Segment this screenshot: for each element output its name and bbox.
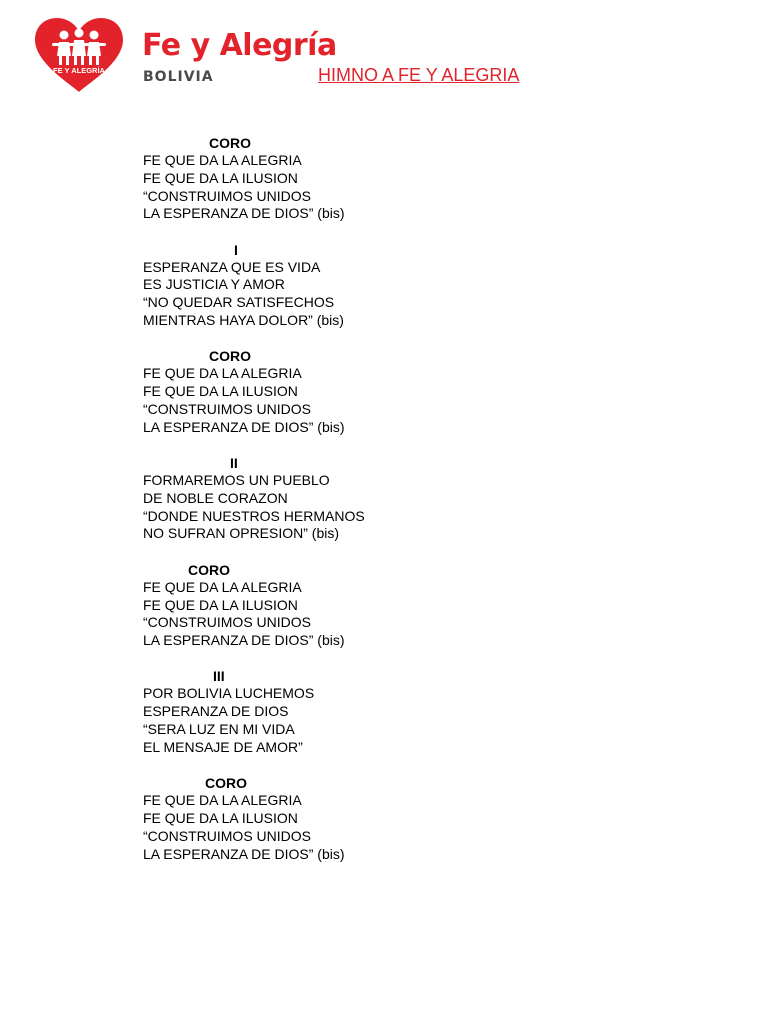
lyric-line: “CONSTRUIMOS UNIDOS: [143, 614, 311, 631]
lyric-line: ES JUSTICIA Y AMOR: [143, 276, 285, 293]
stanza-heading: II: [230, 455, 238, 472]
lyric-line: FORMAREMOS UN PUEBLO: [143, 472, 330, 489]
stanza-heading: III: [213, 668, 225, 685]
stanza-coro-4: [143, 774, 703, 863]
lyric-line: LA ESPERANZA DE DIOS” (bis): [143, 632, 345, 649]
stanza-verse-2: [143, 454, 703, 543]
lyric-line: FE QUE DA LA ALEGRIA: [143, 792, 302, 809]
lyric-line: MIENTRAS HAYA DOLOR” (bis): [143, 312, 344, 329]
lyric-line: ESPERANZA DE DIOS: [143, 703, 289, 720]
brand-country: BOLIVIA: [143, 69, 214, 85]
stanza-heading: I: [234, 241, 238, 258]
lyric-line: POR BOLIVIA LUCHEMOS: [143, 685, 315, 702]
lyric-line: “CONSTRUIMOS UNIDOS: [143, 827, 311, 844]
lyric-line: LA ESPERANZA DE DIOS” (bis): [143, 845, 345, 862]
lyric-line: DE NOBLE CORAZON: [143, 489, 288, 506]
lyric-line: ESPERANZA QUE ES VIDA: [143, 258, 321, 275]
logo-text: FE Y ALEGRÍA: [53, 66, 105, 75]
lyric-line: FE QUE DA LA ILUSION: [143, 383, 298, 400]
stanza-heading: CORO: [205, 775, 247, 792]
lyric-line: FE QUE DA LA ALEGRIA: [143, 578, 302, 595]
lyric-line: LA ESPERANZA DE DIOS” (bis): [143, 418, 345, 435]
lyric-line: “CONSTRUIMOS UNIDOS: [143, 400, 311, 417]
stanza-coro-2: [143, 347, 703, 436]
stanza-verse-3: [143, 667, 703, 756]
lyric-line: “SERA LUZ EN MI VIDA: [143, 721, 295, 738]
lyric-line: FE QUE DA LA ALEGRIA: [143, 365, 302, 382]
lyric-line: FE QUE DA LA ILUSION: [143, 809, 298, 826]
lyric-line: FE QUE DA LA ILUSION: [143, 169, 298, 186]
hymn-title: HIMNO A FE Y ALEGRIA: [318, 65, 520, 85]
stanza-verse-1: [143, 241, 703, 330]
lyric-line: “DONDE NUESTROS HERMANOS: [143, 507, 365, 524]
lyric-line: “NO QUEDAR SATISFECHOS: [143, 294, 335, 311]
stanza-heading: CORO: [188, 561, 230, 578]
lyric-line: EL MENSAJE DE AMOR”: [143, 738, 303, 755]
lyric-line: NO SUFRAN OPRESION” (bis): [143, 525, 340, 542]
stanza-coro-3: [143, 561, 703, 650]
brand-name: Fe y Alegría: [142, 28, 337, 63]
heart-logo-icon: [32, 16, 126, 94]
stanza-heading: CORO: [209, 135, 251, 151]
stanza-heading: CORO: [209, 348, 251, 365]
lyric-line: FE QUE DA LA ALEGRIA: [143, 152, 302, 168]
lyric-line: “CONSTRUIMOS UNIDOS: [143, 187, 311, 204]
lyrics: [143, 134, 703, 881]
lyric-line: LA ESPERANZA DE DIOS” (bis): [143, 205, 345, 222]
lyric-line: FE QUE DA LA ILUSION: [143, 596, 298, 613]
stanza-coro-1: [143, 134, 703, 223]
